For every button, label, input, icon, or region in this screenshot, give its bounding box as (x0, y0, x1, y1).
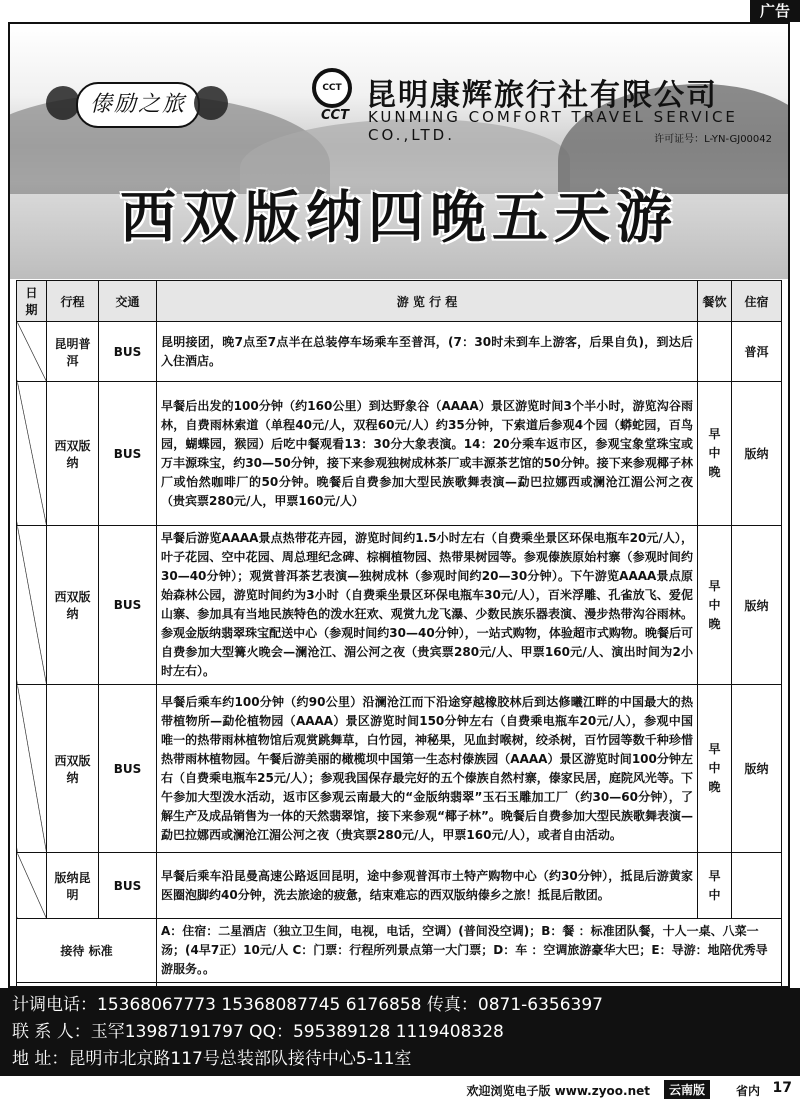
logo-circle: CCT (312, 68, 352, 108)
table-row (17, 526, 782, 685)
tour-cell: 早餐后乘车约100分钟（约90公里）沿澜沧江而下沿途穿越橡胶林后到达修曦江畔的中国最大的热带植物所—勐伦植物园（AAAA）景区游览时间150分钟左右（自费乘电瓶车20元/人），参观中国唯一的热带雨林植物馆后观赏跳舞草，白竹园，神秘果，见血封喉树，绞杀树，百竹园等数千种珍惜热带雨林植物园。午餐后游美丽的橄榄坝中国第一生态村傣族园（AAAA）景区游览时间100分钟左右（自费乘电瓶车25元/人）；参观我国保存最完好的五个傣族自然村寨，傣家民居，庭院风光等。下午参加大型泼水活动，返市区参观云南最大的“金版纳翡翠”玉石玉雕加工厂（约30—60分钟），了解生产及成品销售为一体的天然翡翠馆，接下来参观“椰子林”。晚餐后自费参加大型民族歌舞表演—勐巴拉娜西或澜沧江湄公河之夜（贵宾票280元/人，甲票160元/人），或者自由活动。 (157, 685, 698, 853)
header-transport: 交通 (99, 281, 157, 322)
meals-cell (698, 322, 732, 382)
header-stay: 住宿 (732, 281, 782, 322)
service-standard-row (17, 919, 782, 983)
meals-cell (698, 382, 732, 526)
day-cell (17, 322, 47, 382)
brand-badge-text: 傣励之旅 (76, 82, 200, 128)
meal-breakfast: 早 (708, 578, 721, 593)
header-route: 行程 (47, 281, 99, 322)
meal-breakfast: 早 (708, 427, 721, 441)
day-cell (17, 382, 47, 526)
header-tour: 游 览 行 程 (157, 281, 698, 322)
flower-icon (46, 86, 80, 120)
itinerary-table (16, 280, 782, 988)
route-cell: 西双版纳 (47, 382, 99, 526)
meal-lunch: 中 (708, 761, 721, 775)
tour-cell: 早餐后游览AAAA景点热带花卉园，游览时间约1.5小时左右（自费乘坐景区环保电瓶车20元/人），叶子花园、空中花园、周总理纪念碑、棕榈植物园、热带果树园等。参观傣族原始村寨（参观时间约30—40分钟）；观赏普洱茶艺表演—独树成林（参观时间约20—30分钟）。下午游览AAAA景点原始森林公园，游览时间约为3小时（自费乘坐景区环保电瓶车30元/人），百米浮雕、孔雀放飞、爱伲山寨、参加具有当地民族特色的泼水狂欢、观赏九龙飞瀑、少数民族乐器表演、漫步热带沟谷雨林。参观金版纳翡翠珠宝配送中心（参观时间约30—40分钟），一站式购物，体验超市式购物。晚餐后可自费参加大型篝火晚会—澜沧江、湄公河之夜（贵宾票280元/人、甲票160元/人、演出时间为2小时左右）。 (157, 526, 698, 685)
tour-cell: 昆明接团，晚7点至7点半在总装停车场乘车至普洱，(7：30时未到车上游客，后果自负)，到达后入住酒店。 (157, 322, 698, 382)
ad-frame (8, 22, 790, 988)
meal-dinner: 晚 (708, 780, 721, 794)
license-number: 许可证号：L-YN-GJ00042 (654, 134, 772, 145)
footer-province: 省内 (735, 1084, 760, 1098)
day-cell (17, 685, 47, 853)
service-standard-text: A：住宿：二星酒店（独立卫生间，电视，电话，空调）(普间没空调)；B：餐 ：标准团队餐，十人一桌、八菜一汤；(4早7正）10元/人 C：门票：行程所列景点第一大门票；D：车 ：空调旅游豪华大巴；E：导游：地陪优秀导游服务。。 (157, 919, 782, 983)
footer-edition: 云南版 (664, 1080, 710, 1099)
service-standard-label: 接待 标准 (17, 919, 157, 983)
ad-tag: 广告 (750, 0, 800, 22)
day-cell (17, 853, 47, 919)
table-row (17, 685, 782, 853)
day-cell (17, 526, 47, 685)
tour-cell: 早餐后乘车沿昆曼高速公路返回昆明，途中参观普洱市土特产购物中心（约30分钟），抵昆后游黄家医圈泡脚约40分钟，洗去旅途的疲惫，结束难忘的西双版纳傣乡之旅！抵昆后散团。 (157, 853, 698, 919)
meal-breakfast: 早 (708, 742, 721, 756)
table-row (17, 322, 782, 382)
route-cell: 昆明普洱 (47, 322, 99, 382)
company-logo (310, 68, 360, 126)
stay-cell: 版纳 (732, 382, 782, 526)
hero-banner (10, 24, 788, 279)
meal-breakfast: 早 (708, 868, 721, 883)
footer-page-number: 17 (772, 1080, 792, 1096)
meals-cell (698, 853, 732, 919)
meal-lunch: 中 (708, 597, 721, 612)
stay-cell: 版纳 (732, 685, 782, 853)
route-cell: 西双版纳 (47, 685, 99, 853)
route-cell: 版纳昆明 (47, 853, 99, 919)
meal-dinner: 晚 (708, 616, 721, 631)
contact-address: 地 址：昆明市北京路117号总装部队接待中心5-11室 (12, 1049, 412, 1069)
header-day: 日期 (17, 281, 47, 322)
page-footer (0, 1078, 800, 1100)
meals-cell (698, 526, 732, 685)
transport-cell: BUS (99, 322, 157, 382)
transport-cell: BUS (99, 853, 157, 919)
transport-cell: BUS (99, 526, 157, 685)
meal-dinner: 晚 (708, 465, 721, 479)
transport-cell: BUS (99, 382, 157, 526)
table-row (17, 853, 782, 919)
contact-person: 联 系 人：玉罕13987191797 QQ：595389128 1119408328 (12, 1022, 504, 1042)
stay-cell: 普洱 (732, 322, 782, 382)
contact-phone: 计调电话：15368067773 15368087745 6176858 传真：0871-6356397 (12, 995, 603, 1015)
stay-cell: 版纳 (732, 526, 782, 685)
company-name-en: KUNMING COMFORT TRAVEL SERVICE CO.,LTD. (368, 108, 738, 144)
meal-lunch: 中 (708, 446, 721, 460)
flower-icon (194, 86, 228, 120)
table-header-row (17, 281, 782, 322)
company-name-cn: 昆明康辉旅行社有限公司 (366, 78, 718, 113)
logo-text: CCT (321, 108, 349, 123)
meal-lunch: 中 (708, 887, 721, 902)
table-row (17, 382, 782, 526)
route-cell: 西双版纳 (47, 526, 99, 685)
brand-badge (46, 76, 226, 132)
transport-cell: BUS (99, 685, 157, 853)
header-meals: 餐饮 (698, 281, 732, 322)
footer-website: 欢迎浏览电子版 www.zyoo.net (466, 1084, 650, 1098)
meals-cell (698, 685, 732, 853)
contact-block (0, 988, 800, 1076)
tour-cell: 早餐后出发的100分钟（约160公里）到达野象谷（AAAA）景区游览时间3个半小时，游览沟谷雨林，自费雨林索道（单程40元/人，双程60元/人）约35分钟，下索道后参观4个园（蟒蛇园，百鸟园，蝴蝶园，猴园）后吃中餐观看13：30分大象表演。14：20分乘车返市区，参观宝象堂珠宝或万丰源珠宝，约30—50分钟，接下来参观独树成林茶厂或丰源茶艺馆的50分钟。接下来参观椰子林厂或怡然咖啡厂的50分钟。晚餐后自费参加大型民族歌舞表演—勐巴拉娜西或澜沧江湄公河之夜（贵宾票280元/人，甲票160元/人） (157, 382, 698, 526)
stay-cell (732, 853, 782, 919)
page-title: 西双版纳四晚五天游 (120, 185, 678, 251)
